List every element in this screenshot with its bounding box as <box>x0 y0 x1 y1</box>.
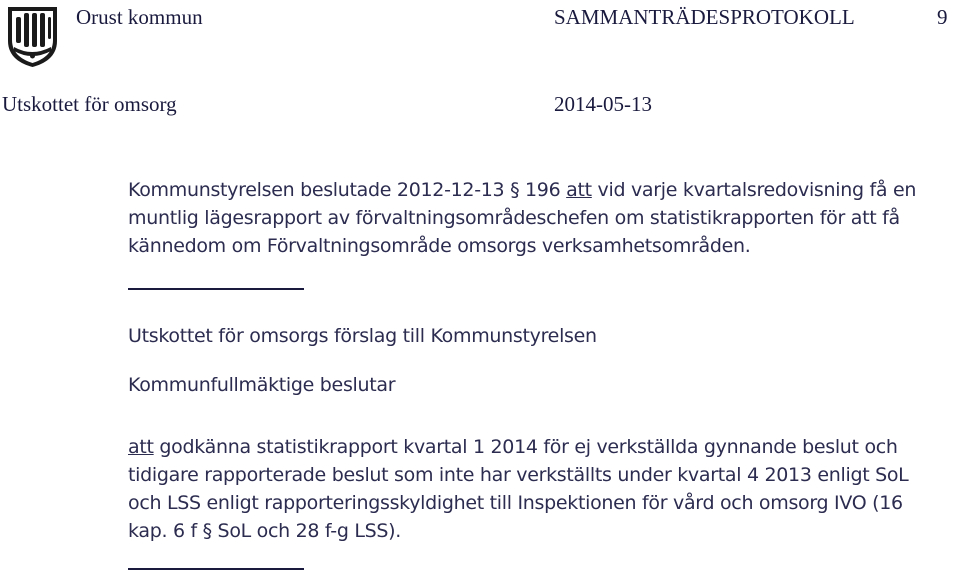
decision-paragraph: att godkänna statistikrapport kvartal 1 2014 för ej verkställda gynnande beslut och tidigare rapporterade beslut som inte har verkställts under kvartal 4 2013 enligt SoL och LSS enligt rapporteringsskyldighet till Inspektionen för vård och omsorg IVO (16 kap. 6 f § SoL och 28 f-g LSS). <box>128 436 909 542</box>
meeting-date: 2014-05-13 <box>554 92 652 116</box>
committee-name: Utskottet för omsorg <box>2 92 177 116</box>
divider <box>128 568 304 570</box>
municipality-crest-icon <box>4 3 61 69</box>
background-paragraph: Kommunstyrelsen beslutade 2012-12-13 § 196 att vid varje kvartalsredovisning få en muntlig lägesrapport av förvaltningsområdeschefen om statistikrapporten för att få kännedom om Förvaltningsområde omsorgs verksamhetsområden. <box>128 179 917 257</box>
proposal-heading: Utskottet för omsorgs förslag till Kommunstyrelsen <box>128 325 597 347</box>
document-type: SAMMANTRÄDESPROTOKOLL <box>554 5 855 29</box>
municipality-name: Orust kommun <box>76 5 203 29</box>
section-sign: § <box>202 520 212 542</box>
att-keyword: att <box>566 179 592 201</box>
section-sign: § <box>510 179 520 201</box>
decision-heading: Kommunfullmäktige beslutar <box>128 374 396 396</box>
divider <box>128 288 304 290</box>
page-number: 9 <box>937 5 948 29</box>
att-keyword: att <box>128 436 154 458</box>
